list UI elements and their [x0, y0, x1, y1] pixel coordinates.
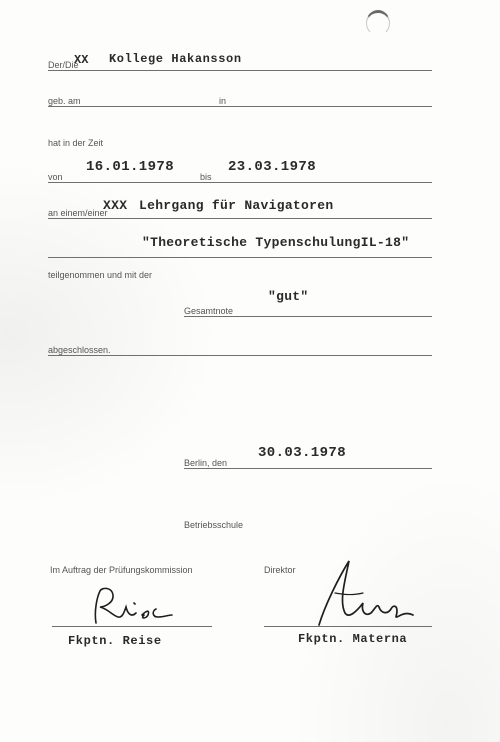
course-line — [48, 218, 432, 219]
von-label: von — [48, 172, 63, 182]
der-die-label: Der/Die — [48, 60, 79, 70]
teilgenommen-label: teilgenommen und mit der — [48, 270, 153, 280]
commission-label: Im Auftrag der Prüfungskommission — [50, 565, 193, 575]
name-line — [48, 70, 432, 71]
an-einem-einer-strike: XXX — [103, 198, 128, 213]
geb-am-label: geb. am — [48, 96, 81, 106]
recipient-name: Kollege Hakansson — [109, 52, 242, 66]
course-title: "Theoretische TypenschulungIL-18" — [142, 235, 410, 250]
right-signer-name: Fkptn. Materna — [298, 632, 408, 646]
birth-line — [48, 106, 432, 107]
right-signature — [305, 555, 425, 627]
right-signature-line — [264, 626, 432, 627]
abgeschlossen-label: abgeschlossen. — [48, 345, 111, 355]
issue-date: 30.03.1978 — [258, 445, 347, 461]
bis-date: 23.03.1978 — [228, 159, 317, 175]
left-signer-name: Fkptn. Reise — [68, 634, 162, 648]
course-title-line — [48, 257, 432, 258]
grade-line — [184, 316, 432, 317]
von-date: 16.01.1978 — [86, 159, 175, 175]
der-die-value: XX — [74, 53, 89, 67]
gesamtnote-label: Gesamtnote — [184, 306, 234, 316]
period-line — [48, 182, 432, 183]
an-einem-einer-label: an einem/einer — [48, 208, 108, 218]
left-signature — [88, 585, 183, 627]
director-label: Direktor — [264, 565, 296, 575]
place-date-label: Berlin, den — [184, 458, 228, 468]
completion-line — [48, 355, 432, 356]
issue-date-line — [184, 468, 432, 469]
institution-label: Betriebsschule — [184, 520, 244, 530]
hat-in-der-zeit-label: hat in der Zeit — [48, 138, 104, 148]
left-signature-line — [52, 626, 212, 627]
bis-label: bis — [200, 172, 212, 182]
course-name: Lehrgang für Navigatoren — [139, 198, 334, 213]
grade-value: "gut" — [268, 289, 309, 304]
punch-hole-mark — [366, 10, 390, 36]
in-label: in — [219, 96, 227, 106]
